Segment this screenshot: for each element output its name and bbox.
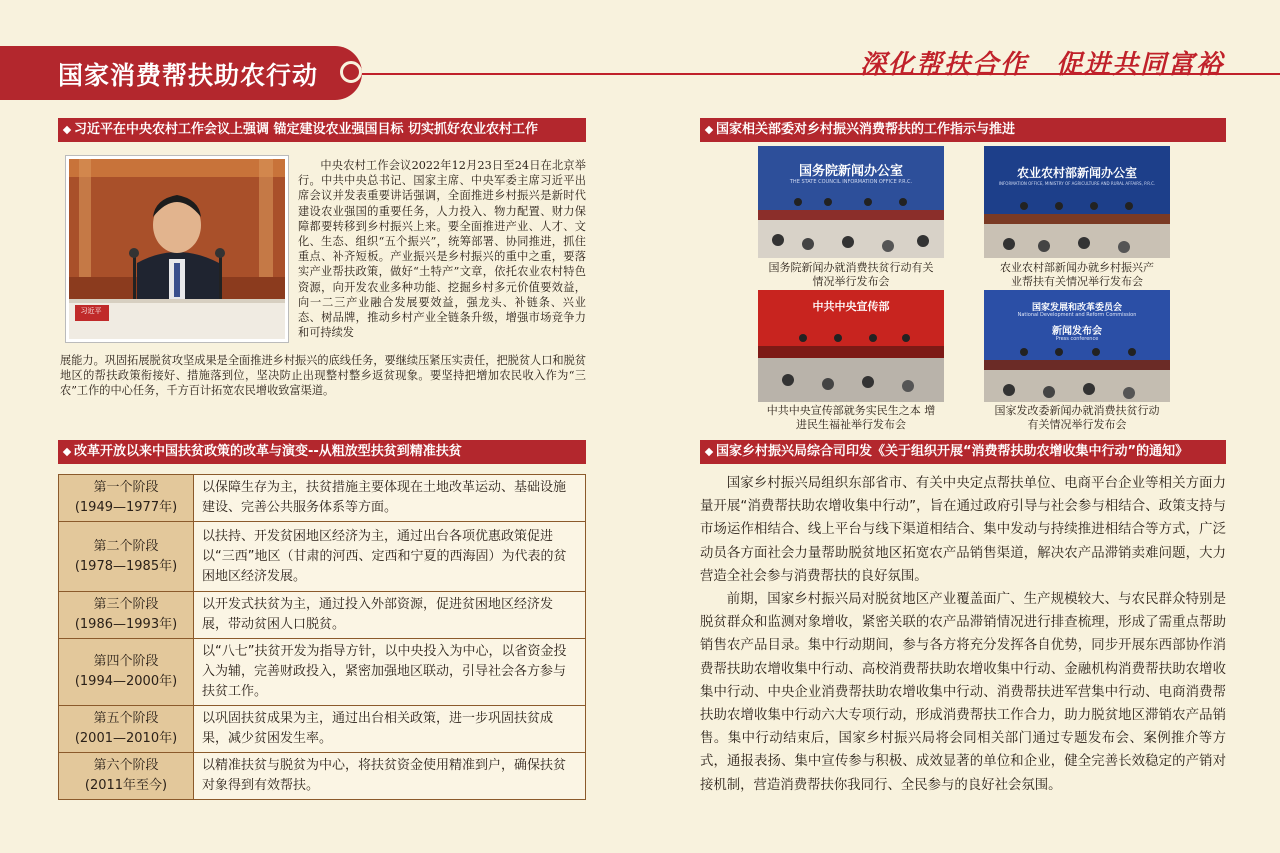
press-backdrop-title: 中共中央宣传部 (812, 300, 890, 313)
section-heading-policy-evolution: 改革开放以来中国扶贫政策的改革与演变--从粗放型扶贫到精准扶贫 (58, 440, 586, 464)
press-caption-3 (751, 404, 951, 432)
press-scene (758, 146, 944, 258)
caption-line: 国家发改委新闻办就消费扶贫行动 (994, 404, 1160, 417)
stage-period: (2011年至今) (84, 778, 168, 793)
press-backdrop-title: 农业农村部新闻办公室 (1016, 166, 1137, 180)
press-photo-agriculture (984, 146, 1170, 258)
stage-cell (59, 522, 194, 592)
stage-cell (59, 592, 194, 639)
press-caption-1 (751, 261, 951, 289)
notice-body (700, 472, 1226, 797)
stage-name: 第一个阶段 (93, 480, 159, 495)
press-backdrop-subtitle: THE STATE COUNCIL INFORMATION OFFICE P.R.C. (789, 179, 913, 185)
stage-name: 第六个阶段 (93, 758, 159, 773)
stage-period: (2001—2010年) (74, 731, 178, 746)
press-scene (984, 290, 1170, 402)
section-heading-conference: 习近平在中央农村工作会议上强调 锚定建设农业强国目标 切实抓好农业农村工作 (58, 118, 586, 142)
page-slogan: 深化帮扶合作 促进共同富裕 (859, 50, 1224, 80)
caption-line: 有关情况举行发布会 (1027, 418, 1127, 431)
caption-line: 中共中央宣传部就务实民生之本 增 (766, 404, 936, 417)
press-photo-state-council (758, 146, 944, 258)
caption-line: 业帮扶有关情况举行发布会 (1011, 275, 1143, 288)
press-scene (758, 290, 944, 402)
stage-description: 以精准扶贫与脱贫为中心，将扶贫资金使用精准到户，确保扶贫对象得到有效帮扶。 (194, 753, 586, 800)
stage-description: 以保障生存为主，扶贫措施主要体现在土地改革运动、基础设施建设、完善公共服务体系等方面。 (194, 475, 586, 522)
stage-description: 以扶持、开发贫困地区经济为主，通过出台各项优惠政策促进以“三西”地区（甘肃的河西、定西和宁夏的西海固）为代表的贫困地区经济发展。 (194, 522, 586, 592)
stage-name: 第二个阶段 (93, 538, 159, 554)
page-title: 国家消费帮扶助农行动 (58, 61, 319, 90)
stage-description: 以巩固扶贫成果为主，通过出台相关政策，进一步巩固扶贫成果，减少贫困发生率。 (194, 706, 586, 753)
stage-description: 以“八七”扶贫开发为指导方针，以中央投入为中心，以省资金投入为辅，完善财政投入，紧密加强地区联动，引导社会各方参与扶贫工作。 (194, 639, 586, 706)
caption-line: 进民生福祉举行发布会 (796, 418, 906, 431)
press-backdrop-subtitle: INFORMATION OFFICE, MINISTRY OF AGRICULTURE AND RURAL AFFAIRS, P.R.C. (998, 181, 1156, 186)
press-backdrop-title: 国家发展和改革委员会 (1031, 303, 1122, 313)
stage-cell (59, 706, 194, 753)
banner-circle-ornament (340, 61, 362, 83)
stage-name: 第三个阶段 (93, 597, 159, 612)
speaker-nameplate: 习近平 (80, 307, 102, 315)
notice-paragraph-1: 国家乡村振兴局组织东部省市、有关中央定点帮扶单位、电商平台企业等相关方面力量开展“消费帮扶助农增收集中行动”，旨在通过政府引导与社会参与相结合、政策支持与市场运作相结合、线上平台与线下渠道相结合、集中发动与持续推进相结合等方式，广泛动员各方面社会力量帮助脱贫地区拓宽农产品销售渠道，解决农产品滞销卖难问题，大力营造全社会参与消费帮扶的良好氛围。 (700, 476, 1226, 584)
press-backdrop-subtitle-2: Press conference (1055, 336, 1099, 342)
table-row (59, 522, 586, 592)
stage-cell (59, 639, 194, 706)
stage-cell (59, 753, 194, 800)
table-row (59, 639, 586, 706)
conference-photo (66, 156, 288, 342)
press-backdrop-title-2: 新闻发布会 (1052, 326, 1102, 337)
table-row (59, 706, 586, 753)
stage-period: (1949—1977年) (74, 500, 178, 515)
stage-name: 第四个阶段 (93, 654, 159, 669)
stage-period: (1986—1993年) (74, 617, 178, 632)
stage-name: 第五个阶段 (93, 711, 159, 726)
stage-period: (1978—1985年) (74, 558, 178, 574)
table-row (59, 475, 586, 522)
press-backdrop-subtitle: National Development and Reform Commission (1017, 312, 1137, 318)
section-heading-notice: 国家乡村振兴局综合司印发《关于组织开展“消费帮扶助农增收集中行动”的通知》 (700, 440, 1226, 464)
press-backdrop-title: 国务院新闻办公室 (798, 164, 903, 179)
notice-paragraph-2: 前期，国家乡村振兴局对脱贫地区产业覆盖面广、生产规模较大、与农民群众特别是脱贫群众和监测对象增收，紧密关联的农产品滞销情况进行排查梳理，形成了需重点帮助销售农产品目录。集中行动期间，参与各方将充分发挥各自优势，同步开展东西部协作消费帮扶助农增收集中行动、高校消费帮扶助农增收集中行动、金融机构消费帮扶助农增收集中行动、中央企业消费帮扶助农增收集中行动、消费帮扶进军营集中行动、电商消费帮扶助农增收集中行动六大专项行动，形成消费帮扶工作合力，助力脱贫地区滞销农产品销售。集中行动结束后，国家乡村振兴局将会同相关部门通过专题发布会、案例推介等方式，通报表扬、集中宣传参与积极、成效显著的单位和企业，健全完善长效稳定的产销对接机制，营造消费帮扶你我同行、全民参与的良好社会氛围。 (700, 592, 1226, 793)
press-scene (984, 146, 1170, 258)
poverty-stages-table (58, 474, 586, 800)
press-photo-ndrc (984, 290, 1170, 402)
press-photo-publicity (758, 290, 944, 402)
stage-description: 以开发式扶贫为主，通过投入外部资源，促进贫困地区经济发展，带动贫困人口脱贫。 (194, 592, 586, 639)
section-heading-ministries: 国家相关部委对乡村振兴消费帮扶的工作指示与推进 (700, 118, 1226, 142)
caption-line: 情况举行发布会 (812, 275, 890, 288)
press-caption-4 (977, 404, 1177, 432)
caption-line: 国务院新闻办就消费扶贫行动有关 (768, 261, 934, 274)
caption-line: 农业农村部新闻办就乡村振兴产 (1000, 261, 1154, 274)
table-row (59, 753, 586, 800)
press-caption-2 (977, 261, 1177, 289)
conference-text-top: 中央农村工作会议2022年12月23日至24日在北京举行。中共中央总书记、国家主席、中央军委主席习近平出席会议并发表重要讲话强调，全面推进乡村振兴是新时代建设农业强国的重要任务，人力投入、物力配置、财力保障都要转移到乡村振兴上来。要全面推进产业、人才、文化、生态、组织“五个振兴”，统筹部署、协同推进，抓住重点、补齐短板。产业振兴是乡村振兴的重中之重，要落实产业帮扶政策，做好“土特产”文章，依托农业农村特色资源，向开发农业多种功能、挖掘乡村多元价值要效益，向一二三产业融合发展要效益，强龙头、补链条、兴业态、树品牌，推动乡村产业全链条升级，增强市场竞争力和可持续发 (298, 159, 586, 340)
conference-text-bottom: 展能力。巩固拓展脱贫攻坚成果是全面推进乡村振兴的底线任务，要继续压紧压实责任，把脱贫人口和脱贫地区的帮扶政策衔接好、措施落到位，坚决防止出现整村整乡返贫现象。要坚持把增加农民收入作为“三农”工作的中心任务，千方百计拓宽农民增收致富渠道。 (60, 354, 586, 398)
stage-period: (1994—2000年) (74, 674, 178, 689)
table-row (59, 592, 586, 639)
stage-cell (59, 475, 194, 522)
